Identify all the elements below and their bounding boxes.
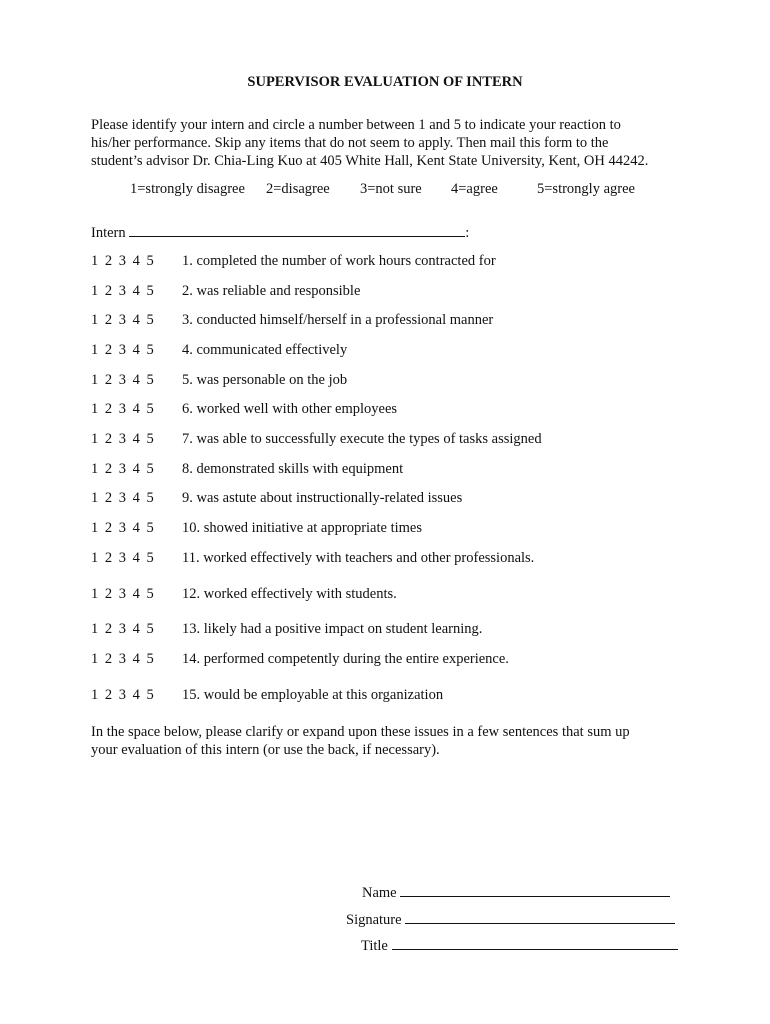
closing-line-2: your evaluation of this intern (or use the back, if necessary). — [91, 742, 440, 758]
instructions-line-2: his/her performance. Skip any items that do not seem to apply. Then mail this form to the — [91, 135, 609, 151]
scale-not-sure: 3=not sure — [360, 181, 422, 197]
rating-scale[interactable]: 1 2 3 4 5 — [91, 621, 154, 637]
rating-scale[interactable]: 1 2 3 4 5 — [91, 461, 154, 477]
name-label: Name — [362, 885, 397, 901]
intern-name-line[interactable] — [129, 223, 465, 237]
scale-strongly-disagree: 1=strongly disagree — [130, 181, 245, 197]
rating-scale[interactable]: 1 2 3 4 5 — [91, 372, 154, 388]
name-field — [362, 883, 670, 902]
evaluation-item-text: 2. was reliable and responsible — [182, 283, 361, 299]
evaluation-item-text: 9. was astute about instructionally-related issues — [182, 490, 463, 506]
closing-instructions — [91, 723, 711, 759]
instructions-line-1: Please identify your intern and circle a number between 1 and 5 to indicate your reaction to — [91, 117, 621, 133]
rating-scale[interactable]: 1 2 3 4 5 — [91, 253, 154, 269]
evaluation-item-text: 5. was personable on the job — [182, 372, 348, 388]
evaluation-item-text: 8. demonstrated skills with equipment — [182, 461, 404, 477]
evaluation-item-text: 15. would be employable at this organization — [182, 687, 444, 703]
evaluation-item-text: 6. worked well with other employees — [182, 401, 398, 417]
title-label: Title — [361, 938, 388, 954]
intern-suffix: : — [465, 225, 470, 241]
instructions — [91, 116, 691, 170]
signature-line[interactable] — [405, 910, 675, 924]
evaluation-item-text: 12. worked effectively with students. — [182, 586, 397, 602]
evaluation-item-text: 11. worked effectively with teachers and other professionals. — [182, 550, 535, 566]
evaluation-item-text: 1. completed the number of work hours contracted for — [182, 253, 496, 269]
evaluation-item-text: 4. communicated effectively — [182, 342, 348, 358]
rating-scale[interactable]: 1 2 3 4 5 — [91, 586, 154, 602]
evaluation-item-text: 3. conducted himself/herself in a professional manner — [182, 312, 494, 328]
rating-scale[interactable]: 1 2 3 4 5 — [91, 312, 154, 328]
closing-line-1: In the space below, please clarify or expand upon these issues in a few sentences that sum up — [91, 724, 630, 740]
scale-agree: 4=agree — [451, 181, 498, 197]
form-title: SUPERVISOR EVALUATION OF INTERN — [247, 74, 523, 90]
rating-scale[interactable]: 1 2 3 4 5 — [91, 520, 154, 536]
signature-label: Signature — [346, 912, 402, 928]
rating-scale[interactable]: 1 2 3 4 5 — [91, 401, 154, 417]
rating-scale[interactable]: 1 2 3 4 5 — [91, 490, 154, 506]
evaluation-item-text: 7. was able to successfully execute the types of tasks assigned — [182, 431, 542, 447]
rating-scale[interactable]: 1 2 3 4 5 — [91, 550, 154, 566]
rating-scale[interactable]: 1 2 3 4 5 — [91, 342, 154, 358]
instructions-line-3: student’s advisor Dr. Chia-Ling Kuo at 405 White Hall, Kent State University, Kent, OH 44242. — [91, 153, 649, 169]
title-line[interactable] — [392, 936, 678, 950]
intern-label: Intern — [91, 225, 126, 241]
rating-scale[interactable]: 1 2 3 4 5 — [91, 651, 154, 667]
signature-field — [346, 910, 675, 929]
evaluation-item-text: 14. performed competently during the entire experience. — [182, 651, 509, 667]
rating-scale[interactable]: 1 2 3 4 5 — [91, 283, 154, 299]
scale-disagree: 2=disagree — [266, 181, 330, 197]
title-field — [361, 936, 678, 955]
evaluation-item-text: 10. showed initiative at appropriate times — [182, 520, 422, 536]
evaluation-item-text: 13. likely had a positive impact on student learning. — [182, 621, 483, 637]
rating-scale[interactable]: 1 2 3 4 5 — [91, 687, 154, 703]
rating-scale[interactable]: 1 2 3 4 5 — [91, 431, 154, 447]
scale-strongly-agree: 5=strongly agree — [537, 181, 635, 197]
intern-field — [91, 223, 469, 242]
name-line[interactable] — [400, 883, 670, 897]
